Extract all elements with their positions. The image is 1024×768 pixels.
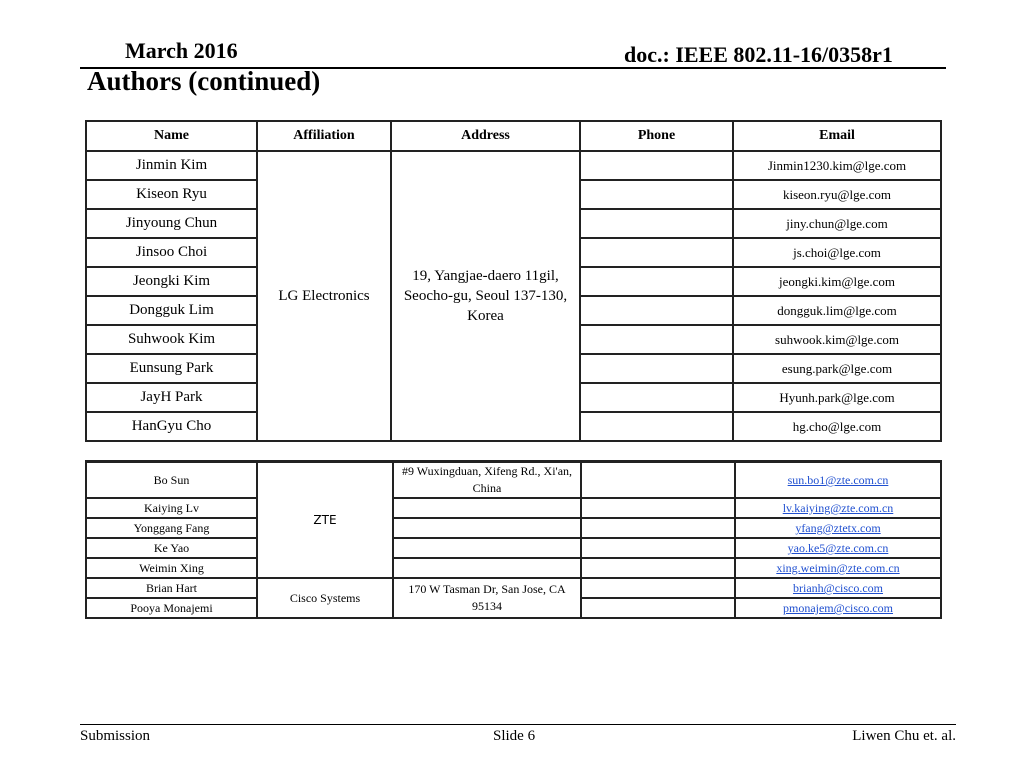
address-cell (393, 498, 581, 518)
footer-submission: Submission (80, 728, 151, 744)
footer-divider (80, 724, 956, 725)
author-name: Yonggang Fang (86, 518, 257, 538)
phone-cell (580, 296, 733, 325)
author-name: Weimin Xing (86, 558, 257, 578)
address-cell: #9 Wuxingduan, Xifeng Rd., Xi'an, China (393, 462, 581, 499)
phone-cell (580, 209, 733, 238)
email-link[interactable]: xing.weimin@zte.com.cn (776, 561, 900, 575)
table-row (86, 462, 941, 499)
authors-table-zte-cisco (85, 460, 942, 619)
email-link[interactable]: yao.ke5@zte.com.cn (787, 541, 889, 555)
phone-cell (581, 558, 735, 578)
email-cell: kiseon.ryu@lge.com (733, 180, 941, 209)
email-cell: jeongki.kim@lge.com (733, 267, 941, 296)
table-row (86, 558, 941, 578)
author-name: Ke Yao (86, 538, 257, 558)
author-name: Brian Hart (86, 578, 257, 598)
author-name: Kaiying Lv (86, 498, 257, 518)
phone-cell (580, 238, 733, 267)
author-name: Eunsung Park (86, 354, 257, 383)
author-name: JayH Park (86, 383, 257, 412)
header-doc-id: doc.: IEEE 802.11-16/0358r1 (624, 42, 893, 67)
email-cell (735, 518, 941, 538)
table-row (86, 498, 941, 518)
email-cell (735, 598, 941, 618)
author-name: Dongguk Lim (86, 296, 257, 325)
footer-slide-number: Slide 6 (493, 728, 536, 744)
column-header-phone: Phone (580, 121, 733, 151)
email-cell: Jinmin1230.kim@lge.com (733, 151, 941, 180)
author-name: Kiseon Ryu (86, 180, 257, 209)
email-cell: Hyunh.park@lge.com (733, 383, 941, 412)
author-name: Jeongki Kim (86, 267, 257, 296)
email-cell: js.choi@lge.com (733, 238, 941, 267)
email-link[interactable]: brianh@cisco.com (792, 581, 884, 595)
phone-cell (580, 383, 733, 412)
email-cell: hg.cho@lge.com (733, 412, 941, 441)
phone-cell (580, 180, 733, 209)
email-link[interactable]: yfang@ztetx.com (795, 521, 881, 535)
author-name: Suhwook Kim (86, 325, 257, 354)
affiliation-cell: ZTE (257, 462, 393, 579)
affiliation-cell: LG Electronics (257, 151, 391, 441)
email-cell (735, 538, 941, 558)
email-cell (735, 558, 941, 578)
address-cell: 170 W Tasman Dr, San Jose, CA 95134 (393, 578, 581, 618)
email-cell: esung.park@lge.com (733, 354, 941, 383)
email-cell (735, 498, 941, 518)
author-name: Jinsoo Choi (86, 238, 257, 267)
column-header-name: Name (86, 121, 257, 151)
author-name: Jinyoung Chun (86, 209, 257, 238)
affiliation-cell: Cisco Systems (257, 578, 393, 618)
email-cell: dongguk.lim@lge.com (733, 296, 941, 325)
address-cell: 19, Yangjae-daero 11gil, Seocho-gu, Seoul 137-130, Korea (391, 151, 580, 441)
phone-cell (581, 578, 735, 598)
table-header-row (86, 121, 941, 151)
author-name: Jinmin Kim (86, 151, 257, 180)
column-header-email: Email (733, 121, 941, 151)
column-header-affiliation: Affiliation (257, 121, 391, 151)
phone-cell (580, 412, 733, 441)
column-header-address: Address (391, 121, 580, 151)
email-link[interactable]: pmonajem@cisco.com (782, 601, 894, 615)
phone-cell (580, 267, 733, 296)
address-cell (393, 558, 581, 578)
phone-cell (581, 538, 735, 558)
author-name: Pooya Monajemi (86, 598, 257, 618)
phone-cell (580, 325, 733, 354)
author-name: Bo Sun (86, 462, 257, 499)
phone-cell (581, 598, 735, 618)
email-cell (735, 578, 941, 598)
email-link[interactable]: sun.bo1@zte.com.cn (787, 473, 889, 487)
email-cell (735, 462, 941, 499)
address-cell (393, 518, 581, 538)
email-cell: jiny.chun@lge.com (733, 209, 941, 238)
table-row (86, 538, 941, 558)
table-row (86, 578, 941, 598)
header-date: March 2016 (125, 38, 238, 63)
table-row (86, 518, 941, 538)
phone-cell (581, 518, 735, 538)
table-row (86, 151, 941, 180)
email-cell: suhwook.kim@lge.com (733, 325, 941, 354)
author-name: HanGyu Cho (86, 412, 257, 441)
phone-cell (580, 151, 733, 180)
phone-cell (581, 462, 735, 499)
email-link[interactable]: lv.kaiying@zte.com.cn (782, 501, 894, 515)
slide-title: Authors (continued) (87, 66, 321, 96)
phone-cell (580, 354, 733, 383)
phone-cell (581, 498, 735, 518)
address-cell (393, 538, 581, 558)
authors-table-lg (85, 120, 942, 442)
footer-authors: Liwen Chu et. al. (852, 728, 956, 744)
